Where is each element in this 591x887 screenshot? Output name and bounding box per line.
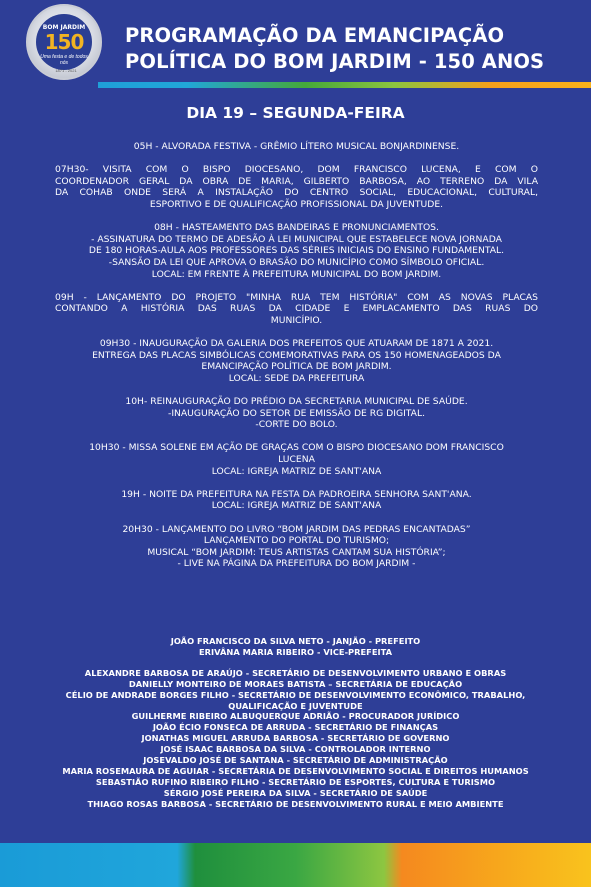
schedule-line: 09H - LANÇAMENTO DO PROJETO "MINHA RUA TEM HISTÓRIA" COM AS NOVAS PLACAS bbox=[55, 291, 538, 303]
secretary-line: QUALIFICAÇÃO E JUVENTUDE bbox=[228, 700, 363, 711]
credits-spacer bbox=[40, 658, 551, 668]
schedule-line: MUSICAL “BOM JARDIM: TEUS ARTISTAS CANTAM SUA HISTÓRIA”; bbox=[147, 546, 446, 558]
schedule-line: LUCENA bbox=[278, 454, 315, 466]
secretary-line: SÉRGIO JOSÉ PEREIRA DA SILVA - SECRETÁRIO DE SAÚDE bbox=[163, 787, 428, 798]
footer-color-band bbox=[0, 843, 591, 887]
schedule-line: 10H30 - MISSA SOLENE EM AÇÃO DE GRAÇAS COM O BISPO DIOCESANO DOM FRANCISCO bbox=[89, 442, 504, 454]
schedule-line: -CORTE DO BOLO. bbox=[255, 419, 338, 431]
schedule-item-10h bbox=[55, 396, 538, 431]
schedule-line: DE 180 HORAS-AULA AOS PROFESSORES DAS SÉRIES INICIAIS DO ENSINO FUNDAMENTAL. bbox=[88, 245, 505, 257]
schedule-line: LOCAL: EM FRENTE À PREFEITURA MUNICIPAL DO BOM JARDIM. bbox=[151, 268, 442, 280]
schedule-line: LOCAL: SEDE DA PREFEITURA bbox=[228, 372, 365, 384]
schedule-item-20h30 bbox=[55, 524, 538, 570]
secretary-line: JOSEVALDO JOSÉ DE SANTANA - SECRETÁRIO DE ADMINISTRAÇÃO bbox=[143, 755, 448, 766]
schedule-line: 07H30- VISITA COM O BISPO DIOCESANO, DOM FRANCISCO LUCENA, E COM O bbox=[55, 164, 538, 176]
schedule-item-05h bbox=[55, 141, 538, 153]
schedule-item-19h bbox=[55, 489, 538, 512]
schedule-item-10h30 bbox=[55, 442, 538, 477]
schedule-item-07h30 bbox=[55, 164, 538, 210]
secretary-line: THIAGO ROSAS BARBOSA - SECRETÁRIO DE DESENVOLVIMENTO RURAL E MEIO AMBIENTE bbox=[87, 798, 504, 809]
seal-center bbox=[36, 14, 92, 70]
seal-number: 150 bbox=[44, 30, 84, 54]
title-line-1: PROGRAMAÇÃO DA EMANCIPAÇÃO bbox=[125, 24, 505, 47]
schedule-line: 19H - NOITE DA PREFEITURA NA FESTA DA PADROEIRA SENHORA SANT'ANA. bbox=[121, 488, 472, 500]
secretary-line: JONATHAS MIGUEL ARRUDA BARBOSA - SECRETÁRIO DE GOVERNO bbox=[141, 733, 450, 744]
schedule-line: 05H - ALVORADA FESTIVA - GRÊMIO LÍTERO MUSICAL BONJARDINENSE. bbox=[133, 141, 460, 152]
secretary-line: CÉLIO DE ANDRADE BORGES FILHO - SECRETÁRIO DE DESENVOLVIMENTO ECONÔMICO, TRABALHO, bbox=[65, 689, 526, 700]
schedule-line: 10H- REINAUGURAÇÃO DO PRÉDIO DA SECRETARIA MUNICIPAL DE SAÚDE. bbox=[125, 396, 468, 408]
schedule-line: LOCAL: IGREJA MATRIZ DE SANT'ANA bbox=[211, 465, 382, 477]
schedule-line: 09H30 - INAUGURAÇÃO DA GALERIA DOS PREFEITOS QUE ATUARAM DE 1871 A 2021. bbox=[99, 338, 494, 350]
schedule-line: -SANSÃO DA LEI QUE APROVA O BRASÃO DO MUNICÍPIO COMO SÍMBOLO OFICIAL. bbox=[108, 256, 485, 268]
schedule-item-09h30 bbox=[55, 338, 538, 384]
schedule-line: 08H - HASTEAMENTO DAS BANDEIRAS E PRONUNCIAMENTOS. bbox=[154, 222, 439, 234]
schedule-line: COORDENADOR GERAL DA OBRA DE MARIA, GILBERTO BARBOSA, AO TERRENO DA VILA bbox=[55, 175, 538, 187]
day-heading: DIA 19 – SEGUNDA-FEIRA bbox=[186, 104, 405, 122]
schedule-item-09h bbox=[55, 292, 538, 327]
secretary-line: ALEXANDRE BARBOSA DE ARAÚJO - SECRETÁRIO DE DESENVOLVIMENTO URBANO E OBRAS bbox=[84, 667, 507, 678]
seal-years: 1871 - 2021 bbox=[55, 67, 77, 73]
schedule-line: -INAUGURAÇÃO DO SETOR DE EMISSÃO DE RG DIGITAL. bbox=[168, 407, 425, 419]
schedule-line: LANÇAMENTO DO PORTAL DO TURISMO; bbox=[203, 535, 390, 547]
secretary-line: JOÃO ÉCIO FONSECA DE ARRUDA - SECRETÁRIO DE FINANÇAS bbox=[152, 722, 439, 733]
schedule-line: ESPORTIVO E DE QUALIFICAÇÃO PROFISSIONAL DA JUVENTUDE. bbox=[149, 198, 444, 210]
secretary-line: GUILHERME RIBEIRO ALBUQUERQUE ADRIÃO - PROCURADOR JURÍDICO bbox=[131, 711, 460, 722]
schedule-line: - ASSINATURA DO TERMO DE ADESÃO À LEI MUNICIPAL QUE ESTABELECE NOVA JORNADA bbox=[91, 233, 502, 245]
secretary-line: DANIELLY MONTEIRO DE MORAES BATISTA – SECRETÁRIA DE EDUCAÇÃO bbox=[128, 678, 463, 689]
schedule-line: CONTANDO A HISTÓRIA DAS RUAS DA CIDADE E EMPLACAMENTO DAS RUAS DO bbox=[55, 303, 538, 315]
anniversary-seal-logo bbox=[26, 4, 102, 80]
mayor-line: JOÃO FRANCISCO DA SILVA NETO - JANJÃO - PREFEITO bbox=[170, 636, 421, 646]
schedule-line: ENTREGA DAS PLACAS SIMBÓLICAS COMEMORATIVAS PARA OS 150 HOMENAGEADOS DA bbox=[92, 349, 501, 361]
title-line-2: POLÍTICA DO BOM JARDIM - 150 ANOS bbox=[125, 50, 545, 73]
schedule-line: DA COHAB ONDE SERÁ A INSTALAÇÃO DO CENTRO SOCIAL, EDUCACIONAL, CULTURAL, bbox=[55, 187, 538, 199]
vice-mayor-line: ERIVÂNA MARIA RIBEIRO - VICE-PREFEITA bbox=[198, 646, 393, 657]
header-color-strip bbox=[98, 82, 591, 88]
schedule bbox=[55, 141, 538, 582]
schedule-line: EMANCIPAÇÃO POLÍTICA DE BOM JARDIM. bbox=[201, 361, 392, 373]
schedule-line: LOCAL: IGREJA MATRIZ DE SANT'ANA bbox=[211, 500, 382, 512]
schedule-line: - LIVE NA PÁGINA DA PREFEITURA DO BOM JARDIM - bbox=[177, 558, 416, 570]
seal-subtitle: Uma festa e de todos nós bbox=[40, 54, 88, 66]
poster-title bbox=[125, 23, 585, 75]
administration-credits bbox=[40, 636, 551, 810]
schedule-line: 20H30 - LANÇAMENTO DO LIVRO “BOM JARDIM DAS PEDRAS ENCANTADAS” bbox=[122, 523, 471, 535]
schedule-item-08h bbox=[55, 222, 538, 280]
secretary-line: JOSÉ ISAAC BARBOSA DA SILVA - CONTROLADOR INTERNO bbox=[160, 744, 431, 755]
secretary-line: SEBASTIÃO RUFINO RIBEIRO FILHO - SECRETÁRIO DE ESPORTES, CULTURA E TURISMO bbox=[95, 776, 496, 787]
schedule-line: MUNICÍPIO. bbox=[270, 314, 323, 326]
seal-top-text: BOM JARDIM bbox=[42, 24, 86, 31]
secretary-line: MARIA ROSEMAURA DE AGUIAR - SECRETÁRIA DE DESENVOLVIMENTO SOCIAL E DIREITOS HUMANOS bbox=[62, 765, 529, 776]
